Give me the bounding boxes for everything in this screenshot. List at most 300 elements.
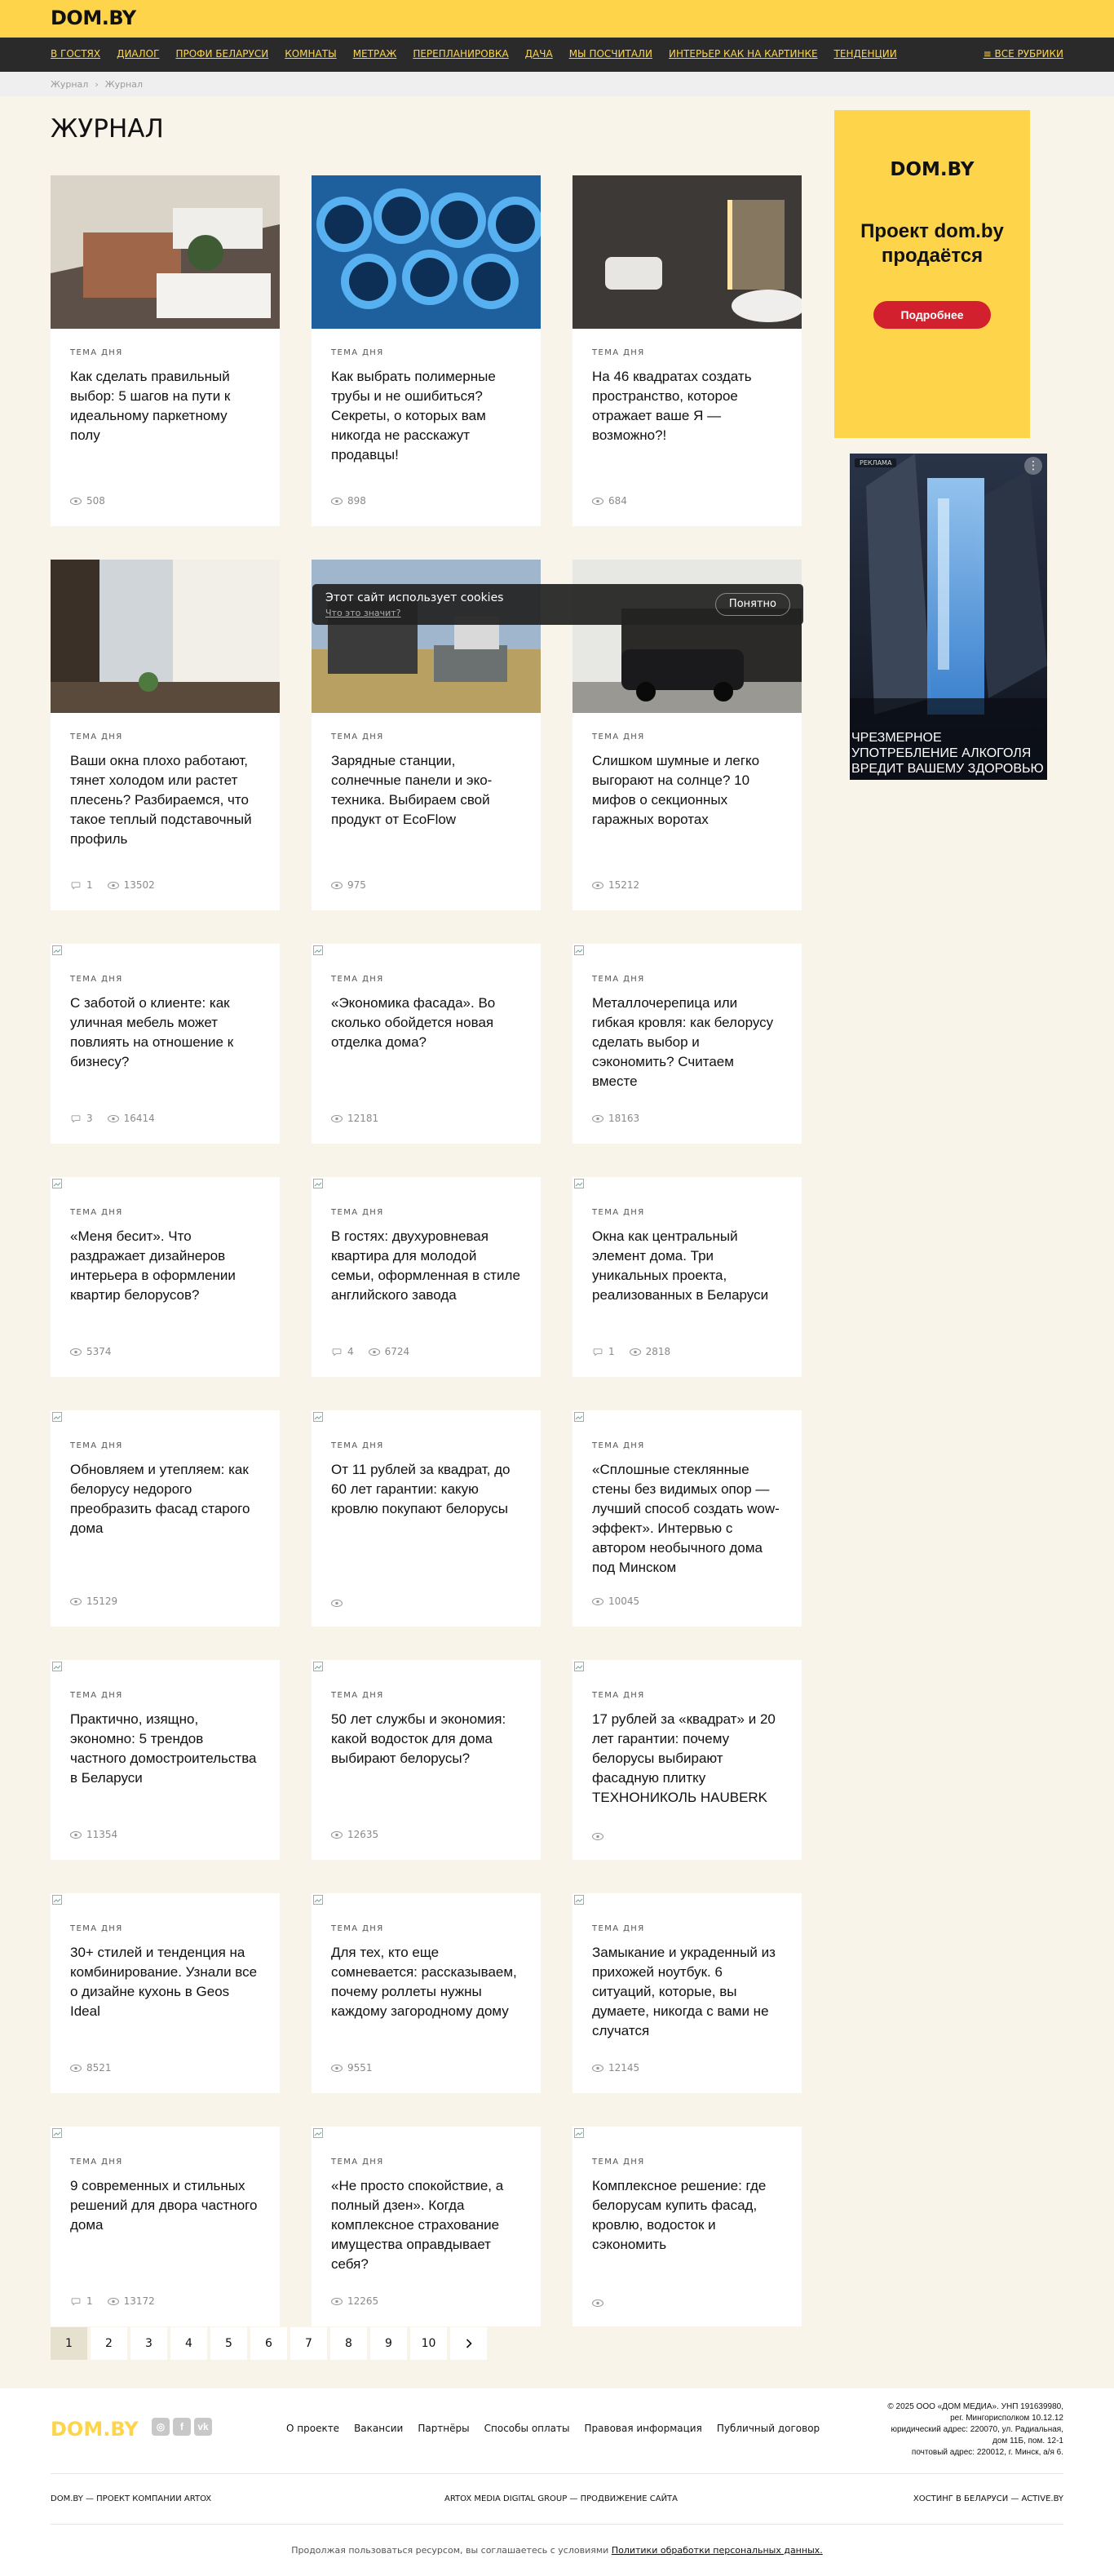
nav-item[interactable]: ДИАЛОГ [117,48,160,60]
article-image[interactable] [572,175,802,329]
article-body [572,329,802,445]
article-body [312,713,541,830]
article-tag: ТЕМА ДНЯ [592,1691,645,1700]
article-title[interactable]: Зарядные станции, солнечные панели и эко-техника. Выбираем свой продукт от EcoFlow [331,753,493,827]
eye-icon [592,2299,603,2307]
eye-icon [108,1115,119,1122]
article-tag: ТЕМА ДНЯ [70,975,123,984]
nav-item[interactable]: ПРОФИ БЕЛАРУСИ [175,48,269,60]
comment-count-value: 4 [347,1346,354,1357]
view-count [70,1596,117,1607]
article-card[interactable] [312,1660,541,1860]
social-links [152,2418,212,2436]
eye-icon [592,882,603,889]
broken-image-icon [574,1412,584,1422]
article-stats [70,495,105,507]
page-4-button[interactable]: 4 [170,2327,207,2360]
footer-promotion-link[interactable]: ARTOX MEDIA DIGITAL GROUP — ПРОДВИЖЕНИЕ САЙТА [444,2494,679,2503]
cookie-accept-button[interactable]: Понятно [715,593,790,616]
article-stats [70,2062,112,2074]
article-tag: ТЕМА ДНЯ [592,733,645,741]
article-tag: ТЕМА ДНЯ [70,1924,123,1933]
article-body [312,1188,541,1305]
article-tag: ТЕМА ДНЯ [70,1691,123,1700]
view-count [592,2299,608,2307]
nav-item[interactable]: ИНТЕРЬЕР КАК НА КАРТИНКЕ [669,48,818,60]
view-count-value: 12181 [347,1113,379,1124]
comment-icon [331,1348,343,1356]
article-title[interactable]: Окна как центральный элемент дома. Три уникальных проекта, реализованных в Беларуси [592,1228,769,1303]
vk-icon[interactable]: vk [194,2418,212,2436]
ad-details-button[interactable]: Подробнее [873,301,991,329]
nav-item[interactable]: ДАЧА [524,48,553,60]
article-title[interactable]: 9 современных и стильных решений для двора частного дома [70,2178,258,2233]
broken-image-icon [52,1895,62,1905]
article-card[interactable] [51,1660,280,1860]
broken-image-icon [574,2128,584,2138]
view-count-value: 9551 [347,2062,373,2074]
article-title[interactable]: «Меня бесит». Что раздражает дизайнеров интерьера в оформлении квартир белорусов? [70,1228,236,1303]
article-tag: ТЕМА ДНЯ [592,2158,645,2167]
footer-hosting-link[interactable]: ХОСТИНГ В БЕЛАРУСИ — ACTIVE.BY [913,2494,1063,2503]
page-2-button[interactable]: 2 [91,2327,127,2360]
article-tag: ТЕМА ДНЯ [331,975,384,984]
view-count [331,2062,373,2074]
article-body [312,2138,541,2274]
article-card[interactable] [572,2127,802,2326]
article-title[interactable]: «Не просто спокойствие, а полный дзен». Когда комплексное страхование имущества оправдывает себя? [331,2178,504,2272]
page-9-button[interactable]: 9 [370,2327,407,2360]
article-body [51,955,280,1072]
view-count [331,879,366,891]
article-body [312,329,541,465]
nav-list [51,48,897,60]
article-body [572,1422,802,1578]
view-count [369,1346,410,1357]
article-title[interactable]: «Экономика фасада». Во сколько обойдется новая отделка дома? [331,995,496,1050]
article-card[interactable] [312,1893,541,2093]
comment-count [70,879,93,891]
broken-image-icon [313,1412,323,1422]
page-1-button[interactable]: 1 [51,2327,87,2360]
article-stats [70,1346,112,1357]
article-card[interactable] [51,560,280,910]
article-card[interactable] [312,175,541,526]
article-tag: ТЕМА ДНЯ [592,1924,645,1933]
article-card[interactable] [572,1893,802,2093]
footer-divider [51,2473,1063,2474]
legal-line: рег. Мингорисполком 10.12.12 [950,2414,1063,2423]
article-stats [70,1829,117,1840]
nav-item[interactable]: В ГОСТЯХ [51,48,101,60]
view-count-value: 684 [608,495,627,507]
footer-link[interactable]: Способы оплаты [484,2423,570,2434]
article-image[interactable] [312,175,541,329]
article-card[interactable] [51,944,280,1144]
comment-count-value: 3 [86,1113,93,1124]
article-title[interactable]: Комплексное решение: где белорусам купить фасад, кровлю, водосток и сэкономить [592,2178,767,2252]
article-title[interactable]: Ваши окна плохо работают, тянет холодом или растет плесень? Разбираемся, что такое теплый подставочный профиль [70,753,252,847]
view-count [592,879,639,891]
main-nav [0,38,1114,72]
article-title[interactable]: «Сплошные стеклянные стены без видимых опор — лучший способ создать wow-эффект». Интервью с автором необычного дома под Минском [592,1462,780,1575]
article-title[interactable]: С заботой о клиенте: как уличная мебель может повлиять на отношение к бизнесу? [70,995,234,1069]
article-stats [70,1113,155,1124]
article-tag: ТЕМА ДНЯ [592,1441,645,1450]
article-body [572,1188,802,1305]
article-stats [70,2295,155,2307]
article-title[interactable]: Как выбрать полимерные трубы и не ошибиться? Секреты, о которых вам никогда не расскажут продавцы! [331,369,496,463]
page-10-button[interactable]: 10 [410,2327,447,2360]
view-count [592,1833,608,1840]
article-tag: ТЕМА ДНЯ [70,2158,123,2167]
view-count [70,1829,117,1840]
article-body [572,955,802,1091]
broken-image-icon [52,945,62,955]
article-stats [70,1596,117,1607]
article-stats [592,879,639,891]
article-stats [592,1346,670,1357]
article-title[interactable]: В гостях: двухуровневая квартира для молодой семьи, оформленная в стиле английского завода [331,1228,520,1303]
article-body [312,1422,541,1519]
all-rubrics-link[interactable] [984,48,1063,60]
article-tag: ТЕМА ДНЯ [331,1441,384,1450]
breadcrumb-separator: › [95,79,99,90]
article-card[interactable] [572,1410,802,1627]
broken-image-icon [52,1412,62,1422]
article-tag: ТЕМА ДНЯ [592,975,645,984]
article-body [572,1671,802,1808]
view-count [108,2295,155,2307]
broken-image-icon [52,1662,62,1671]
article-stats [592,2299,608,2307]
view-count [592,1596,639,1607]
view-count [70,495,105,507]
eye-icon [70,2065,82,2072]
article-stats [592,2062,639,2074]
article-body [312,955,541,1052]
footer-link[interactable]: О проекте [286,2423,340,2434]
footer-link[interactable]: Публичный договор [716,2423,820,2434]
footer-link[interactable]: Партнёры [418,2423,470,2434]
page-8-button[interactable]: 8 [330,2327,367,2360]
view-count [108,879,155,891]
top-header [0,0,1114,38]
legal-line: © 2025 ООО «ДОМ МЕДИА». УНП 191639980, [887,2402,1063,2411]
article-stats [331,879,366,891]
view-count-value: 8521 [86,2062,112,2074]
footer-legal [851,2401,1063,2459]
article-title[interactable]: Металлочерепица или гибкая кровля: как белорусу сделать выбор и сэкономить? Считаем вместе [592,995,774,1089]
article-stats [70,879,155,891]
view-count-value: 508 [86,495,105,507]
page-7-button[interactable]: 7 [290,2327,327,2360]
ad-headline: Проект dom.by продаётся [860,220,1004,267]
view-count-value: 16414 [123,1113,155,1124]
pagination [51,2327,487,2360]
article-tag: ТЕМА ДНЯ [331,1208,384,1217]
cookie-info-link[interactable]: Что это значит? [325,608,401,618]
view-count [592,495,627,507]
eye-icon [331,1831,343,1839]
view-count-value: 13172 [123,2295,155,2307]
article-title[interactable]: Практично, изящно, экономно: 5 трендов частного домостроительства в Беларуси [70,1711,257,1786]
page-title: ЖУРНАЛ [51,114,164,144]
view-count [331,2295,378,2307]
article-body [51,713,280,849]
article-stats [331,495,366,507]
broken-image-icon [574,1179,584,1188]
view-count [108,1113,155,1124]
view-count-value: 12145 [608,2062,640,2074]
broken-image-icon [313,1179,323,1188]
footer-divider [51,2524,1063,2525]
eye-icon [70,1598,82,1605]
eye-icon [592,1115,603,1122]
article-image[interactable] [51,560,280,713]
eye-icon [630,1348,641,1356]
eye-icon [108,882,119,889]
article-card[interactable] [312,1410,541,1627]
eye-icon [108,2298,119,2305]
article-title[interactable]: Обновляем и утепляем: как белорусу недорого преобразить фасад старого дома [70,1462,250,1536]
article-body [51,2138,280,2235]
cookie-text: Этот сайт использует cookies [325,591,504,604]
eye-icon [331,1600,343,1607]
view-count [70,2062,112,2074]
view-count-value: 12265 [347,2295,379,2307]
article-body [51,1671,280,1788]
facebook-icon[interactable]: f [173,2418,191,2436]
view-count [70,1346,112,1357]
article-stats [331,1113,378,1124]
article-title[interactable]: От 11 рублей за квадрат, до 60 лет гарантии: какую кровлю покупают белорусы [331,1462,511,1516]
view-count [331,1113,378,1124]
article-body [51,1188,280,1305]
view-count [592,2062,639,2074]
banner-warning: ЧРЕЗМЕРНОЕ УПОТРЕБЛЕНИЕ АЛКОГОЛЯ ВРЕДИТ ВАШЕМУ ЗДОРОВЬЮ [851,731,1044,776]
footer-artox-link[interactable]: DOM.BY — ПРОЕКТ КОМПАНИИ ARTOX [51,2494,212,2503]
legal-line: дом 11Б, пом. 12-1 [992,2437,1063,2445]
article-body [51,329,280,445]
nav-item[interactable]: КОМНАТЫ [285,48,337,60]
breadcrumb-link[interactable]: Журнал [51,79,89,90]
article-tag: ТЕМА ДНЯ [70,733,123,741]
comment-icon [70,2298,82,2305]
article-stats [592,495,627,507]
eye-icon [331,882,343,889]
cookie-banner [312,584,803,625]
ad-logo: DOM.BY [890,159,975,180]
comment-icon [70,882,82,889]
article-card[interactable] [312,2127,541,2326]
comment-count-value: 1 [86,879,93,891]
eye-icon [592,1598,603,1605]
eye-icon [331,2065,343,2072]
view-count-value: 11354 [86,1829,118,1840]
article-title[interactable]: На 46 квадратах создать пространство, которое отражает ваше Я — возможно?! [592,369,752,443]
article-title[interactable]: Замыкание и украденный из прихожей ноутбук. 6 ситуаций, которые, вы думаете, никогда с вами не случатся [592,1945,776,2038]
footer-link[interactable]: Правовая информация [584,2423,702,2434]
article-stats [331,2295,378,2307]
view-count [331,1829,378,1840]
view-count-value: 5374 [86,1346,112,1357]
view-count [630,1346,671,1357]
article-stats [331,2062,373,2074]
article-card[interactable] [51,2127,280,2326]
article-card[interactable] [572,944,802,1144]
article-stats [592,1113,639,1124]
view-count-value: 18163 [608,1113,640,1124]
article-tag: ТЕМА ДНЯ [331,1924,384,1933]
view-count-value: 898 [347,495,366,507]
eye-icon [331,498,343,505]
site-logo[interactable]: DOM.BY [51,7,136,29]
comment-count-value: 1 [608,1346,615,1357]
comment-count [592,1346,615,1357]
article-tag: ТЕМА ДНЯ [592,1208,645,1217]
instagram-icon[interactable]: ◎ [152,2418,170,2436]
footer-links [286,2423,820,2434]
eye-icon [70,1831,82,1839]
article-body [312,1671,541,1768]
article-card[interactable] [572,1177,802,1377]
eye-icon [369,1348,380,1356]
eye-icon [331,2298,343,2305]
page-3-button[interactable]: 3 [130,2327,167,2360]
article-body [572,713,802,830]
consent-text [0,2545,1114,2556]
broken-image-icon [52,2128,62,2138]
eye-icon [592,498,603,505]
article-body [572,2138,802,2255]
article-card[interactable] [572,175,802,526]
article-card[interactable] [51,1410,280,1627]
broken-image-icon [52,1179,62,1188]
broken-image-icon [574,1662,584,1671]
menu-icon: ≡ [983,48,995,60]
article-tag: ТЕМА ДНЯ [331,2158,384,2167]
view-count-value: 13502 [123,879,155,891]
next-page-button[interactable] [450,2327,487,2360]
broken-image-icon [313,2128,323,2138]
broken-image-icon [313,1662,323,1671]
view-count-value: 12635 [347,1829,379,1840]
footer [0,2388,1114,2576]
article-tag: ТЕМА ДНЯ [331,733,384,741]
legal-line: почтовый адрес: 220012, г. Минск, а/я 6. [911,2448,1063,2457]
article-body [312,1905,541,2021]
nav-item[interactable]: ТЕНДЕНЦИИ [833,48,897,60]
article-title[interactable]: Как сделать правильный выбор: 5 шагов на пути к идеальному паркетному полу [70,369,231,443]
ad-banner[interactable] [850,454,1047,780]
article-card[interactable] [51,1893,280,2093]
eye-icon [70,498,82,505]
view-count-value: 975 [347,879,366,891]
article-grid [51,175,802,2326]
article-tag: ТЕМА ДНЯ [70,348,123,357]
comment-count [70,2295,93,2307]
article-tag: ТЕМА ДНЯ [331,348,384,357]
article-tag: ТЕМА ДНЯ [592,348,645,357]
article-stats [592,1833,608,1840]
view-count-value: 2818 [645,1346,671,1357]
article-title[interactable]: 30+ стилей и тенденция на комбинирование. Узнали все о дизайне кухонь в Geos Ideal [70,1945,258,2019]
comment-count [331,1346,354,1357]
broken-image-icon [574,1895,584,1905]
view-count-value: 10045 [608,1596,640,1607]
article-card[interactable] [51,1177,280,1377]
view-count-value: 6724 [384,1346,410,1357]
article-title[interactable]: Для тех, кто еще сомневается: рассказываем, почему роллеты нужны каждому загородному дому [331,1945,517,2019]
article-body [572,1905,802,2041]
breadcrumb [0,72,1114,96]
nav-item[interactable]: МЕТРАЖ [352,48,397,60]
article-card[interactable] [572,1660,802,1860]
breadcrumb-current: Журнал [104,79,144,90]
footer-logo[interactable]: DOM.BY [51,2418,139,2441]
nav-item[interactable]: ПЕРЕПЛАНИРОВКА [413,48,509,60]
broken-image-icon [313,1895,323,1905]
comment-icon [70,1115,82,1122]
view-count-value: 15212 [608,879,640,891]
nav-item[interactable]: МЫ ПОСЧИТАЛИ [568,48,653,60]
comment-count-value: 1 [86,2295,93,2307]
article-stats [592,1596,639,1607]
article-card[interactable] [312,1177,541,1377]
article-stats [331,1600,347,1607]
chevron-right-icon [466,2339,472,2348]
article-stats [331,1829,378,1840]
article-body [51,1422,280,1538]
privacy-policy-link[interactable]: Политики обработки персональных данных. [611,2545,823,2556]
article-tag: ТЕМА ДНЯ [70,1441,123,1450]
broken-image-icon [313,945,323,955]
article-image[interactable] [312,560,541,713]
article-stats [331,1346,409,1357]
eye-icon [331,1115,343,1122]
eye-icon [592,2065,603,2072]
article-title[interactable]: Слишком шумные и легко выгорают на солнце? 10 мифов о секционных гаражных воротах [592,753,760,827]
comment-count [70,1113,93,1124]
article-body [51,1905,280,2021]
article-card[interactable] [51,175,280,526]
consent-label: Продолжая пользоваться ресурсом, вы соглашаетесь с условиями [291,2545,609,2556]
page-6-button[interactable]: 6 [250,2327,287,2360]
legal-line: юридический адрес: 220070, ул. Радиальная, [891,2425,1063,2434]
ad-label: РЕКЛАМА [855,458,896,467]
article-image[interactable] [51,175,280,329]
all-rubrics-label: ВСЕ РУБРИКИ [994,48,1063,60]
article-tag: ТЕМА ДНЯ [331,1691,384,1700]
article-tag: ТЕМА ДНЯ [70,1208,123,1217]
view-count [331,495,366,507]
comment-icon [592,1348,603,1356]
sidebar-ad[interactable] [834,110,1030,438]
view-count [331,1600,347,1607]
more-options-icon[interactable]: ⋮ [1024,457,1042,475]
eye-icon [70,1348,82,1356]
article-card[interactable] [312,944,541,1144]
article-image[interactable] [572,560,802,713]
view-count-value: 15129 [86,1596,118,1607]
article-title[interactable]: 17 рублей за «квадрат» и 20 лет гарантии: почему белорусы выбирают фасадную плитку ТЕХНОНИКОЛЬ HAUBERK [592,1711,776,1805]
article-title[interactable]: 50 лет службы и экономия: какой водосток для дома выбирают белорусы? [331,1711,506,1766]
eye-icon [592,1833,603,1840]
footer-link[interactable]: Вакансии [354,2423,404,2434]
page-5-button[interactable]: 5 [210,2327,247,2360]
broken-image-icon [574,945,584,955]
